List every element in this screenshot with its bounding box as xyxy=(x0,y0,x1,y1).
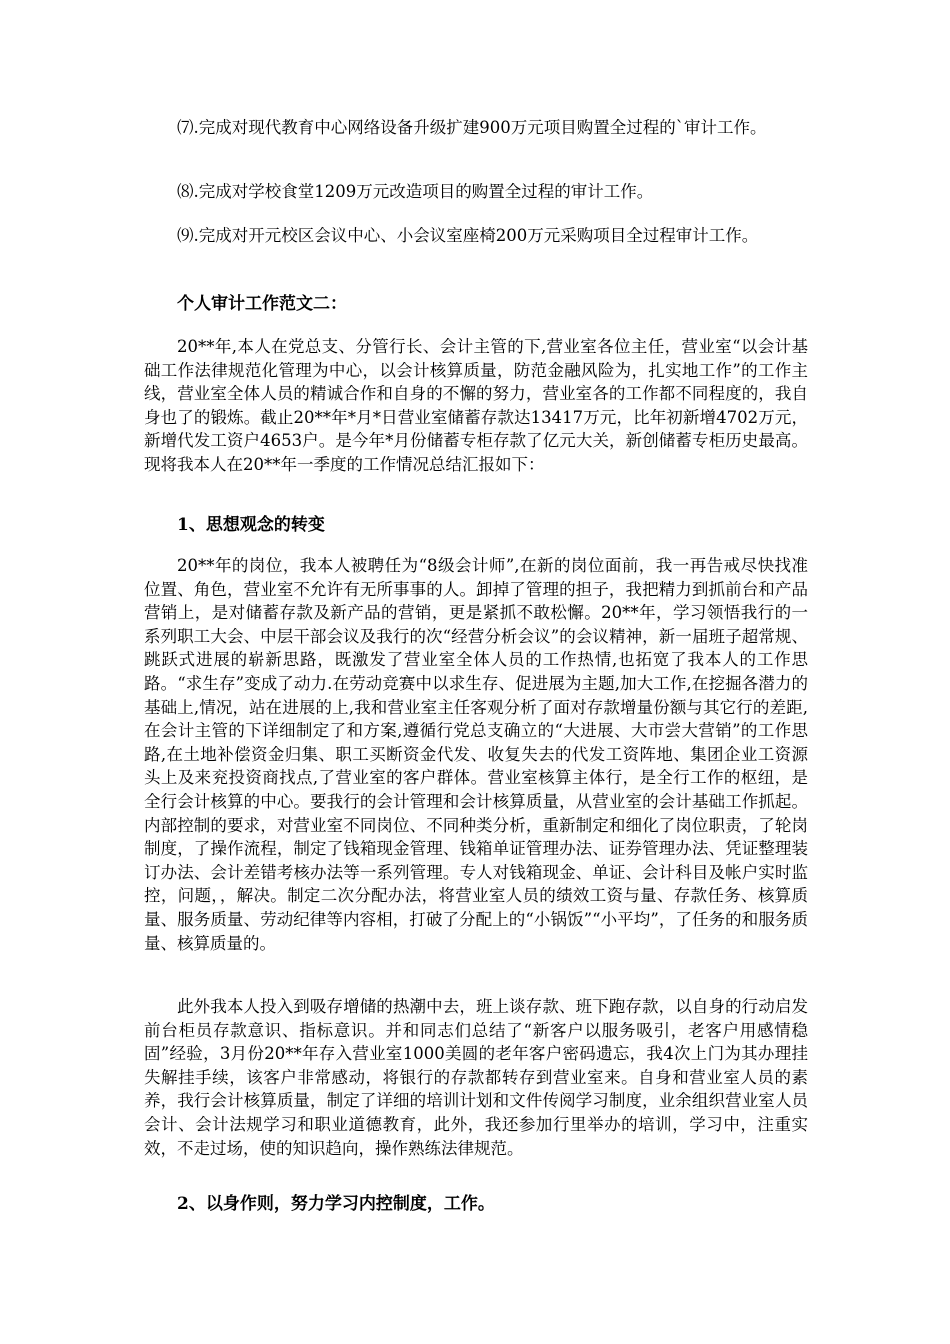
body-paragraph-1: 20**年的岗位，我本人被聘任为“8级会计师”,在新的岗位面前，我一再告戒尽快找准位置、角色，营业室不允许有无所事事的人。卸掉了管理的担子，我把精力到抓前台和产品营销上，是对储蓄存款及新产品的营销，更是紧抓不敢松懈。20**年，学习领悟我行的一系列职工大会、中层干部会议及我行的次“经营分析会议”的会议精神，新一届班子超常规、跳跃式进展的崭新思路，既激发了营业室全体人员的工作热情,也拓宽了我本人的工作思路。“求生存”变成了动力.在劳动竞赛中以求生存、促进展为主题,加大工作,在挖掘各潜力的基础上,情况，站在进展的上,我和营业室主任客观分析了面对存款增量份额与其它行的差距,在会计主管的下详细制定了和方案,遵循行党总支确立的“大进展、大市尝大营销”的工作思路,在土地补偿资金归集、职工买断资金代发、收复失去的代发工资阵地、集团企业工资源头上及来兖投资商找点,了营业室的客户群体。营业室核算主体行，是全行工作的枢纽，是全行会计核算的中心。要我行的会计管理和会计核算质量，从营业室的会计基础工作抓起。内部控制的要求，对营业室不同岗位、不同种类分析，重新制定和细化了岗位职责，了轮岗制度，了操作流程，制定了钱箱现金管理、钱箱单证管理办法、证券管理办法、凭证整理装订办法、会计差错考核办法等一系列管理。专人对钱箱现金、单证、会计科目及帐户实时监控，问题，，解决。制定二次分配办法，将营业室人员的绩效工资与量、存款任务、核算质量、服务质量、劳动纪律等内容相，打破了分配上的“小锅饭”“小平均”，了任务的和服务质量、核算质量的。 xyxy=(144,556,808,953)
list-item-8: ⑻.完成对学校食堂1209万元改造项目的购置全过程的审计工作。 xyxy=(177,182,654,201)
intro-paragraph: 20**年,本人在党总支、分管行长、会计主管的下,营业室各位主任，营业室“以会计基础工作法律规范化管理为中心，以会计核算质量，防范金融风险为，扎实地工作”的工作主线，营业室全体人员的精诚合作和自身的不懈的努力，营业室各的工作都不同程度的，我自身也了的锻炼。截止20**年*月*日营业室储蓄存款达13417万元，比年初新增4702万元，新增代发工资户4653户。是今年*月份储蓄专柜存款了亿元大关，新创储蓄专柜历史最高。现将我本人在20**年一季度的工作情况总结汇报如下： xyxy=(144,337,808,474)
list-item-7: ⑺.完成对现代教育中心网络设备升级扩建900万元项目购置全过程的`审计工作。 xyxy=(177,118,767,137)
section-title: 个人审计工作范文二： xyxy=(177,294,347,314)
body-paragraph-2: 此外我本人投入到吸存增储的热潮中去，班上谈存款、班下跑存款，以自身的行动启发前台柜员存款意识、指标意识。并和同志们总结了“新客户以服务吸引，老客户用感情稳固”经验，3月份20**年存入营业室1000美圆的老年客户密码遗忘，我4次上门为其办理挂失解挂手续，该客户非常感动，将银行的存款都转存到营业室来。自身和营业室人员的素养，我行会计核算质量，制定了详细的培训计划和文件传阅学习制度，业余组织营业室人员会计、会计法规学习和职业道德教育，此外，我还参加行里举办的培训，学习中，注重实效，不走过场，使的知识趋向，操作熟练法律规范。 xyxy=(144,997,808,1158)
heading-2: 2、以身作则，努力学习内控制度，工作。 xyxy=(177,1194,495,1214)
heading-1: 1、思想观念的转变 xyxy=(177,515,325,535)
list-item-9: ⑼.完成对开元校区会议中心、小会议室座椅200万元采购项目全过程审计工作。 xyxy=(177,226,759,245)
